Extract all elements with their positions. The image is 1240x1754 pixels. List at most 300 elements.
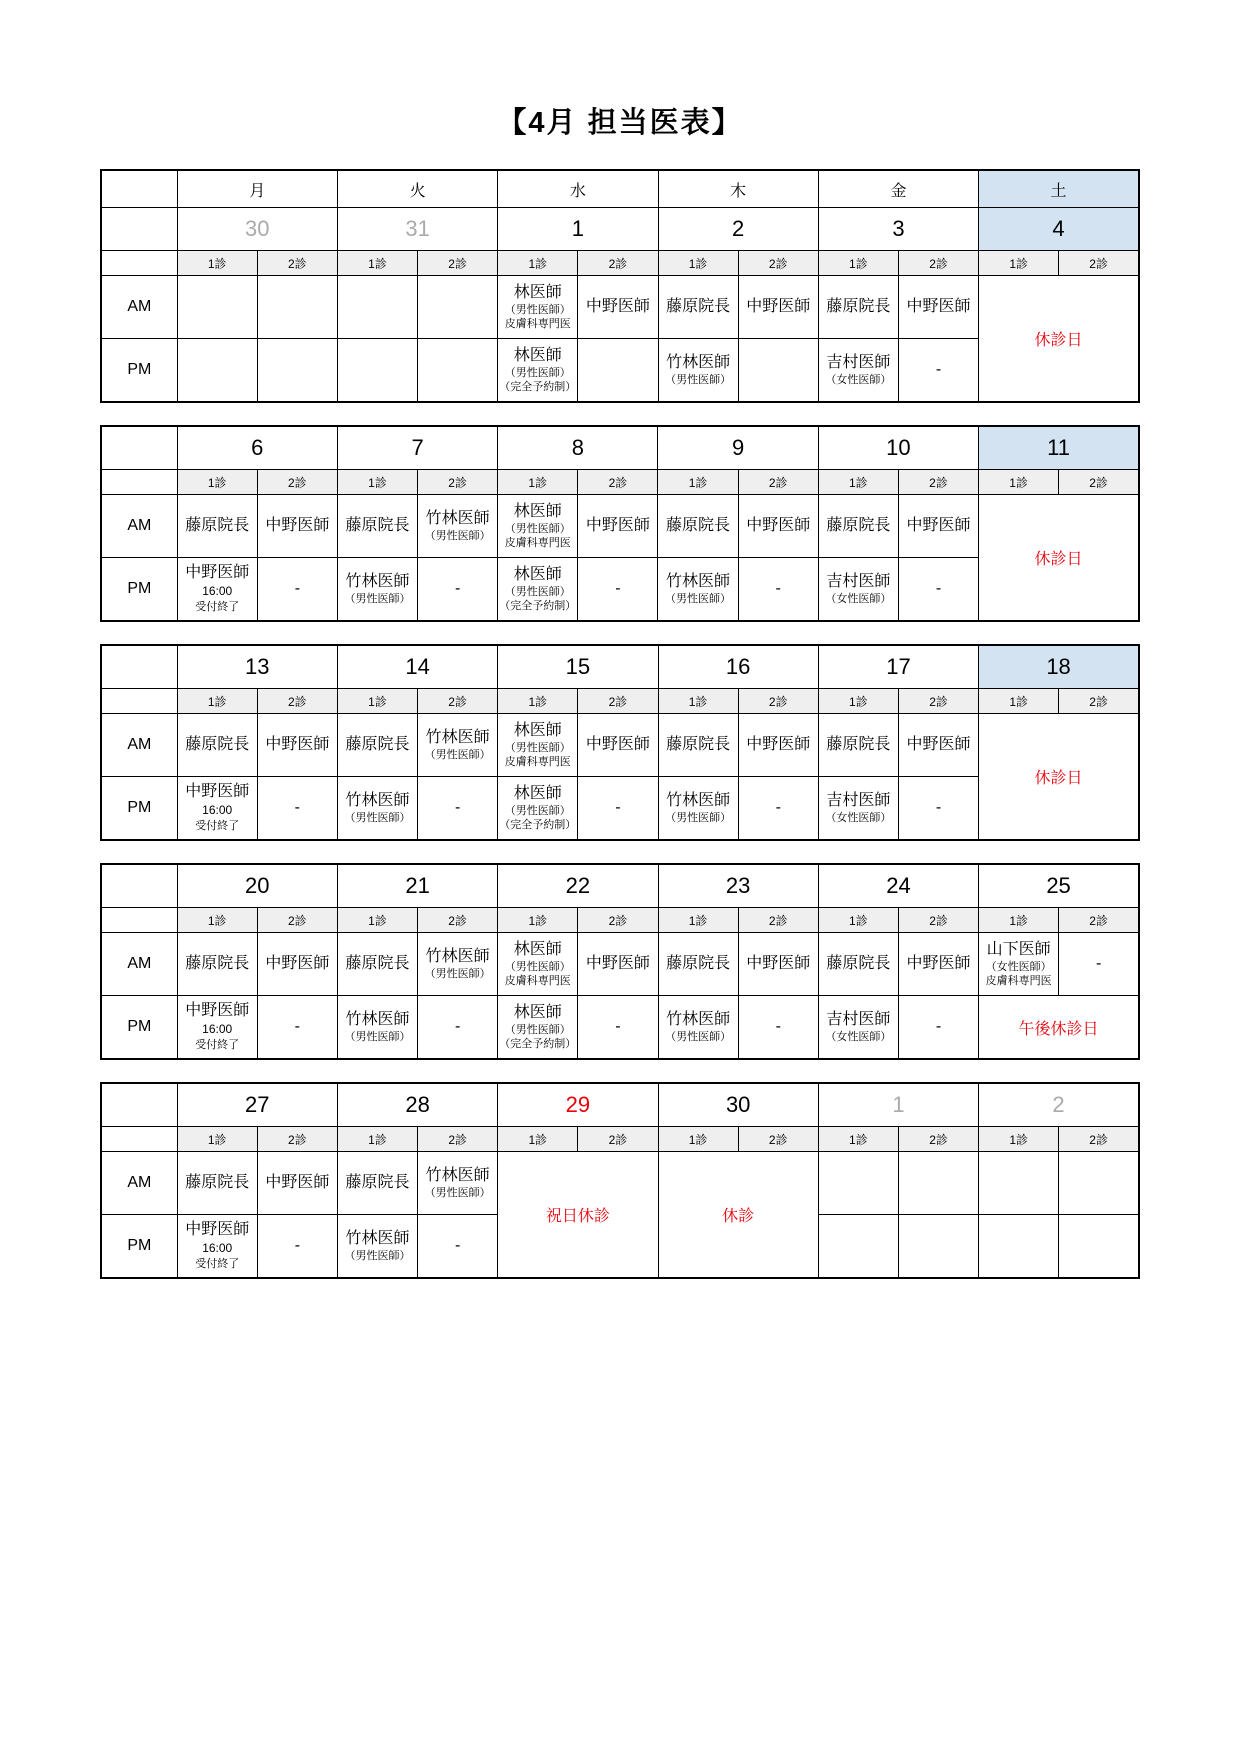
room1-header: 1診 — [818, 689, 898, 714]
doctor-note: （男性医師） — [504, 1023, 571, 1036]
doctor-cell — [498, 558, 578, 622]
doctor-name: 中野医師 — [906, 298, 971, 315]
doctor-name: 竹林医師 — [666, 572, 731, 590]
date-cell: 28 — [337, 1083, 497, 1127]
doctor-name: 中野医師 — [265, 517, 330, 534]
doctor-name: 吉村医師 — [826, 791, 891, 809]
doctor-name: 藤原院長 — [826, 955, 891, 972]
date-cell: 9 — [658, 426, 818, 470]
doctor-cell — [177, 777, 257, 841]
doctor-cell — [818, 1152, 898, 1215]
room2-header: 2診 — [738, 689, 818, 714]
room2-header: 2診 — [898, 251, 978, 276]
doctor-cell — [818, 276, 898, 339]
doctor-note-2: 皮膚科専門医 — [504, 537, 571, 549]
room2-header: 2診 — [578, 470, 658, 495]
doctor-note-2: 皮膚科専門医 — [504, 756, 571, 768]
room1-header: 1診 — [498, 1127, 578, 1152]
room2-header: 2診 — [578, 251, 658, 276]
doctor-note: （男性医師） — [344, 1249, 411, 1262]
doctor-name: 藤原院長 — [345, 736, 410, 753]
doctor-note: （男性医師） — [424, 748, 491, 761]
closed-notice: 祝日休診 — [498, 1152, 658, 1279]
doctor-cell — [658, 714, 738, 777]
pm-label: PM — [101, 777, 177, 841]
room2-header: 2診 — [898, 908, 978, 933]
room2-header: 2診 — [578, 908, 658, 933]
room2-header: 2診 — [578, 689, 658, 714]
am-label: AM — [101, 714, 177, 777]
room1-header: 1診 — [818, 470, 898, 495]
room2-header: 2診 — [418, 908, 498, 933]
doctor-note: （男性医師） — [665, 811, 732, 824]
doctor-cell — [177, 1152, 257, 1215]
date-cell: 11 — [979, 426, 1139, 470]
no-consult-dash: - — [257, 996, 337, 1060]
no-consult-dash: - — [898, 996, 978, 1060]
am-label: AM — [101, 495, 177, 558]
doctor-cell — [818, 933, 898, 996]
doctor-cell — [578, 933, 658, 996]
doctor-cell — [418, 1152, 498, 1215]
am-label: AM — [101, 933, 177, 996]
doctor-cell — [177, 495, 257, 558]
no-consult-dash: - — [738, 558, 818, 622]
room1-header: 1診 — [658, 689, 738, 714]
closed-notice: 休診日 — [979, 276, 1139, 403]
date-cell: 14 — [337, 645, 497, 689]
doctor-note-2: 受付終了 — [195, 601, 240, 614]
date-cell: 6 — [177, 426, 337, 470]
room1-header: 1診 — [979, 689, 1059, 714]
date-cell: 1 — [818, 1083, 978, 1127]
no-consult-dash: - — [578, 558, 658, 622]
week-table — [100, 644, 1140, 841]
doctor-cell — [418, 339, 498, 403]
doctor-time: 16:00 — [202, 803, 233, 818]
doctor-name: 中野医師 — [746, 736, 811, 753]
room2-header: 2診 — [257, 1127, 337, 1152]
no-consult-dash: - — [898, 558, 978, 622]
doctor-cell — [337, 495, 417, 558]
doctor-cell — [177, 996, 257, 1060]
doctor-note: （男性医師） — [344, 1030, 411, 1043]
doctor-cell — [498, 495, 578, 558]
row-label-blank — [101, 251, 177, 276]
doctor-time: 16:00 — [202, 1241, 233, 1256]
doctor-name: 竹林医師 — [345, 572, 410, 590]
doctor-cell — [578, 276, 658, 339]
doctor-note-2: （完全予約制） — [499, 1038, 577, 1050]
room2-header: 2診 — [578, 1127, 658, 1152]
room1-header: 1診 — [177, 908, 257, 933]
doctor-name: 竹林医師 — [425, 1166, 490, 1184]
no-consult-dash: - — [418, 1215, 498, 1279]
doctor-name: 藤原院長 — [666, 736, 731, 753]
doctor-note-2: 皮膚科専門医 — [985, 975, 1052, 987]
doctor-note-2: 皮膚科専門医 — [504, 318, 571, 330]
doctor-name: 中野医師 — [585, 298, 650, 315]
room1-header: 1診 — [337, 1127, 417, 1152]
doctor-note: （男性医師） — [504, 366, 571, 379]
date-cell: 8 — [498, 426, 658, 470]
no-consult-dash: - — [578, 996, 658, 1060]
no-consult-dash: - — [257, 1215, 337, 1279]
no-consult-dash: - — [418, 558, 498, 622]
no-consult-dash: - — [898, 777, 978, 841]
date-cell: 1 — [498, 208, 658, 251]
doctor-note: （男性医師） — [665, 1030, 732, 1043]
doctor-note: （男性医師） — [504, 741, 571, 754]
closed-notice: 休診 — [658, 1152, 818, 1279]
row-label-blank — [101, 908, 177, 933]
doctor-name: 藤原院長 — [666, 955, 731, 972]
doctor-cell — [658, 339, 738, 403]
doctor-name: 藤原院長 — [185, 955, 250, 972]
doctor-cell — [257, 276, 337, 339]
room2-header: 2診 — [738, 1127, 818, 1152]
date-cell: 2 — [979, 1083, 1139, 1127]
no-consult-dash: - — [738, 777, 818, 841]
doctor-cell — [257, 714, 337, 777]
doctor-name: 竹林医師 — [666, 791, 731, 809]
consult-room-header-row — [101, 908, 1139, 933]
date-row — [101, 1083, 1139, 1127]
doctor-cell — [337, 1215, 417, 1279]
closed-notice: 休診日 — [979, 714, 1139, 841]
room1-header: 1診 — [979, 1127, 1059, 1152]
consult-room-header-row — [101, 1127, 1139, 1152]
doctor-cell — [337, 339, 417, 403]
doctor-name: 中野医師 — [185, 564, 250, 582]
doctor-name: 吉村医師 — [826, 1010, 891, 1028]
doctor-cell — [337, 1152, 417, 1215]
doctor-note-2: 皮膚科専門医 — [504, 975, 571, 987]
doctor-note: （男性医師） — [424, 967, 491, 980]
doctor-cell — [818, 777, 898, 841]
doctor-name: 藤原院長 — [185, 736, 250, 753]
doctor-cell — [818, 714, 898, 777]
doctor-name: 中野医師 — [265, 955, 330, 972]
row-label-blank — [101, 426, 177, 470]
room1-header: 1診 — [658, 470, 738, 495]
room1-header: 1診 — [337, 908, 417, 933]
doctor-note: （男性医師） — [424, 1186, 491, 1199]
doctor-time: 16:00 — [202, 584, 233, 599]
room2-header: 2診 — [418, 251, 498, 276]
weekday-label-4: 金 — [818, 170, 978, 208]
doctor-cell — [738, 714, 818, 777]
doctor-cell — [177, 339, 257, 403]
doctor-name: 林医師 — [513, 502, 562, 520]
room1-header: 1診 — [177, 251, 257, 276]
doctor-cell — [418, 495, 498, 558]
room1-header: 1診 — [498, 908, 578, 933]
doctor-cell — [498, 276, 578, 339]
am-label: AM — [101, 276, 177, 339]
date-row — [101, 864, 1139, 908]
room1-header: 1診 — [177, 470, 257, 495]
row-label-blank — [101, 1127, 177, 1152]
room1-header: 1診 — [177, 1127, 257, 1152]
doctor-name: 中野医師 — [585, 517, 650, 534]
room2-header: 2診 — [257, 470, 337, 495]
row-label-blank — [101, 864, 177, 908]
doctor-note-2: 受付終了 — [195, 1258, 240, 1271]
room2-header: 2診 — [738, 908, 818, 933]
room1-header: 1診 — [337, 470, 417, 495]
doctor-name: 中野医師 — [906, 517, 971, 534]
doctor-name: 中野医師 — [746, 517, 811, 534]
date-cell: 20 — [177, 864, 337, 908]
room1-header: 1診 — [818, 1127, 898, 1152]
doctor-note: （男性医師） — [504, 960, 571, 973]
doctor-cell — [658, 933, 738, 996]
room2-header: 2診 — [1059, 689, 1139, 714]
doctor-name: 竹林医師 — [425, 509, 490, 527]
doctor-cell — [818, 339, 898, 403]
page-title: 【4月 担当医表】 — [497, 107, 743, 139]
doctor-name: 藤原院長 — [345, 955, 410, 972]
doctor-cell — [337, 558, 417, 622]
doctor-cell — [898, 714, 978, 777]
consult-room-header-row — [101, 689, 1139, 714]
doctor-cell — [337, 777, 417, 841]
doctor-name: 中野医師 — [906, 736, 971, 753]
date-cell: 2 — [658, 208, 818, 251]
doctor-cell — [979, 1152, 1059, 1215]
date-cell: 22 — [498, 864, 658, 908]
no-consult-dash: - — [738, 996, 818, 1060]
doctor-cell — [498, 339, 578, 403]
date-cell: 18 — [979, 645, 1139, 689]
doctor-cell — [418, 933, 498, 996]
date-cell: 16 — [658, 645, 818, 689]
doctor-name: 林医師 — [513, 565, 562, 583]
doctor-cell — [898, 1152, 978, 1215]
room1-header: 1診 — [498, 470, 578, 495]
no-consult-dash: - — [898, 339, 978, 403]
room1-header: 1診 — [337, 689, 417, 714]
consult-room-header-row — [101, 470, 1139, 495]
room2-header: 2診 — [418, 689, 498, 714]
date-cell: 7 — [337, 426, 497, 470]
room1-header: 1診 — [498, 689, 578, 714]
doctor-cell — [1059, 1152, 1139, 1215]
doctor-cell — [177, 1215, 257, 1279]
room1-header: 1診 — [658, 908, 738, 933]
doctor-note: （男性医師） — [665, 373, 732, 386]
doctor-cell — [979, 1215, 1059, 1279]
doctor-cell — [658, 558, 738, 622]
room2-header: 2診 — [1059, 908, 1139, 933]
room2-header: 2診 — [738, 251, 818, 276]
doctor-name: 中野医師 — [185, 783, 250, 801]
doctor-name: 中野医師 — [746, 955, 811, 972]
room2-header: 2診 — [1059, 251, 1139, 276]
pm-label: PM — [101, 1215, 177, 1279]
pm-label: PM — [101, 558, 177, 622]
weekday-label-3: 木 — [658, 170, 818, 208]
am-row — [101, 276, 1139, 339]
date-cell: 23 — [658, 864, 818, 908]
doctor-cell — [818, 1215, 898, 1279]
date-cell: 10 — [818, 426, 978, 470]
room2-header: 2診 — [418, 1127, 498, 1152]
doctor-cell — [418, 714, 498, 777]
date-cell: 3 — [818, 208, 978, 251]
doctor-cell — [337, 996, 417, 1060]
no-consult-dash: - — [257, 558, 337, 622]
doctor-name: 林医師 — [513, 940, 562, 958]
doctor-name: 林医師 — [513, 721, 562, 739]
doctor-name: 竹林医師 — [425, 947, 490, 965]
doctor-name: 中野医師 — [746, 298, 811, 315]
room1-header: 1診 — [979, 470, 1059, 495]
weekday-header-row — [101, 170, 1139, 208]
doctor-note-2: （完全予約制） — [499, 819, 577, 831]
doctor-note-2: （完全予約制） — [499, 600, 577, 612]
date-cell: 31 — [337, 208, 497, 251]
row-label-blank — [101, 689, 177, 714]
doctor-name: 竹林医師 — [345, 791, 410, 809]
doctor-name: 竹林医師 — [666, 1010, 731, 1028]
doctor-name: 竹林医師 — [345, 1229, 410, 1247]
doctor-name: 藤原院長 — [826, 517, 891, 534]
room2-header: 2診 — [257, 908, 337, 933]
doctor-name: 山下医師 — [986, 940, 1051, 958]
doctor-cell — [738, 495, 818, 558]
doctor-cell — [498, 714, 578, 777]
doctor-cell — [898, 1215, 978, 1279]
doctor-name: 中野医師 — [185, 1221, 250, 1239]
doctor-cell — [337, 276, 417, 339]
doctor-cell — [498, 996, 578, 1060]
doctor-cell — [898, 276, 978, 339]
doctor-note: （女性医師） — [825, 592, 892, 605]
doctor-name: 林医師 — [513, 784, 562, 802]
room2-header: 2診 — [418, 470, 498, 495]
doctor-cell — [498, 933, 578, 996]
weekday-label-0: 月 — [177, 170, 337, 208]
doctor-note: （男性医師） — [665, 592, 732, 605]
doctor-cell — [418, 276, 498, 339]
no-consult-dash: - — [418, 777, 498, 841]
date-cell: 25 — [979, 864, 1139, 908]
doctor-name: 藤原院長 — [345, 1174, 410, 1191]
am-row — [101, 1152, 1139, 1215]
doctor-name: 竹林医師 — [666, 353, 731, 371]
room2-header: 2診 — [898, 1127, 978, 1152]
no-consult-dash: - — [257, 777, 337, 841]
no-consult-dash: - — [578, 777, 658, 841]
room1-header: 1診 — [658, 1127, 738, 1152]
doctor-note: （女性医師） — [825, 1030, 892, 1043]
date-cell: 15 — [498, 645, 658, 689]
date-cell: 30 — [177, 208, 337, 251]
doctor-name: 藤原院長 — [345, 517, 410, 534]
room2-header: 2診 — [1059, 470, 1139, 495]
room2-header: 2診 — [738, 470, 818, 495]
am-row — [101, 714, 1139, 777]
doctor-cell — [658, 996, 738, 1060]
doctor-name: 藤原院長 — [666, 298, 731, 315]
doctor-note-2: （完全予約制） — [499, 381, 577, 393]
room1-header: 1診 — [979, 251, 1059, 276]
corner-cell — [101, 170, 177, 208]
doctor-note: （女性医師） — [825, 811, 892, 824]
doctor-cell — [257, 1152, 337, 1215]
row-label-blank — [101, 1083, 177, 1127]
date-row — [101, 208, 1139, 251]
doctor-cell — [979, 933, 1059, 996]
doctor-cell — [177, 714, 257, 777]
doctor-note: （男性医師） — [504, 585, 571, 598]
doctor-cell — [177, 933, 257, 996]
doctor-cell — [498, 777, 578, 841]
doctor-note-2: 受付終了 — [195, 1039, 240, 1052]
date-cell: 4 — [979, 208, 1139, 251]
doctor-cell — [177, 558, 257, 622]
weekday-label-1: 火 — [337, 170, 497, 208]
doctor-cell — [818, 558, 898, 622]
doctor-name: 竹林医師 — [345, 1010, 410, 1028]
doctor-cell — [738, 933, 818, 996]
room1-header: 1診 — [498, 251, 578, 276]
doctor-name: 吉村医師 — [826, 572, 891, 590]
no-consult-dash: - — [418, 996, 498, 1060]
doctor-note: （男性医師） — [344, 811, 411, 824]
doctor-cell — [898, 933, 978, 996]
am-row — [101, 495, 1139, 558]
doctor-name: 林医師 — [513, 283, 562, 301]
row-label-blank — [101, 208, 177, 251]
doctor-cell — [337, 714, 417, 777]
room1-header: 1診 — [337, 251, 417, 276]
am-label: AM — [101, 1152, 177, 1215]
doctor-name: 中野医師 — [906, 955, 971, 972]
doctor-cell — [257, 933, 337, 996]
room1-header: 1診 — [177, 689, 257, 714]
week-table — [100, 863, 1140, 1060]
doctor-name: 藤原院長 — [185, 517, 250, 534]
row-label-blank — [101, 645, 177, 689]
week-table — [100, 425, 1140, 622]
room2-header: 2診 — [898, 470, 978, 495]
doctor-cell — [818, 495, 898, 558]
date-cell: 24 — [818, 864, 978, 908]
date-cell: 21 — [337, 864, 497, 908]
room1-header: 1診 — [818, 251, 898, 276]
doctor-note: （女性医師） — [825, 373, 892, 386]
doctor-name: 中野医師 — [585, 736, 650, 753]
doctor-cell — [658, 495, 738, 558]
doctor-cell — [898, 495, 978, 558]
doctor-name: 竹林医師 — [425, 728, 490, 746]
room2-header: 2診 — [257, 689, 337, 714]
pm-label: PM — [101, 996, 177, 1060]
doctor-name: 中野医師 — [585, 955, 650, 972]
doctor-cell — [818, 996, 898, 1060]
row-label-blank — [101, 470, 177, 495]
doctor-cell — [578, 339, 658, 403]
date-cell: 17 — [818, 645, 978, 689]
doctor-name: 林医師 — [513, 1003, 562, 1021]
room1-header: 1診 — [658, 251, 738, 276]
doctor-name: 中野医師 — [265, 736, 330, 753]
week-table — [100, 169, 1140, 403]
doctor-note: （男性医師） — [504, 522, 571, 535]
